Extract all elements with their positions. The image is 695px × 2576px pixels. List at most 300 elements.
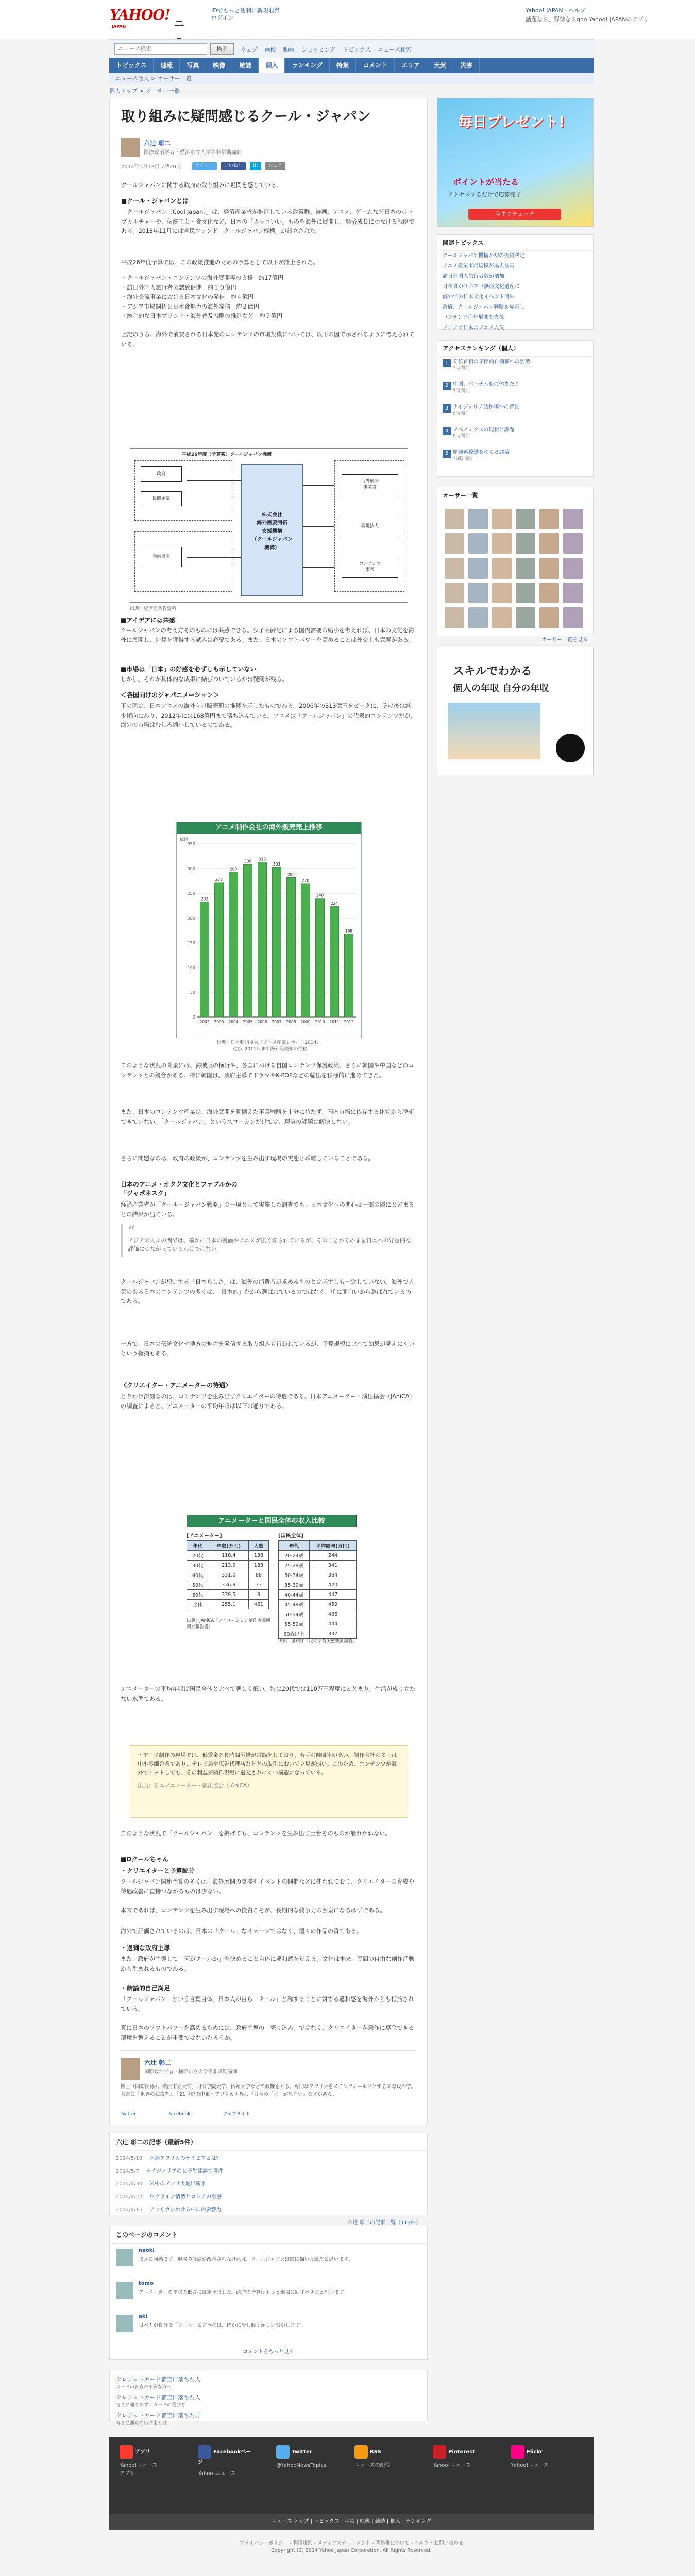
rank-number: 5 [443, 450, 451, 458]
search-scope-link[interactable]: 画像 [264, 46, 276, 53]
bar [200, 902, 209, 1017]
author-avatar[interactable] [516, 607, 535, 628]
table-cell: 20-24歳 [279, 1551, 310, 1561]
comment-item [116, 2280, 421, 2312]
highlight-text: ・アニメ制作の現場では、低賃金と長時間労働が常態化しており、若手の離職率が高い。制作会社の多くは中小零細企業であり、テレビ局や広告代理店などとの取引において立場が弱い。このため、コンテンツが海外でヒットしても、その利益が制作現場に還元されにくい構造になっている。 [138, 1752, 397, 1776]
table-row [187, 1551, 269, 1561]
nav-tab[interactable]: 個人 [259, 58, 285, 73]
nav-tab[interactable]: 災害 [453, 58, 480, 73]
comment-item [116, 2247, 421, 2279]
author-avatar[interactable] [563, 583, 583, 603]
ad2-logo-icon [556, 734, 585, 762]
help-link[interactable]: Yahoo! JAPAN - ヘルプ [526, 7, 586, 14]
service-name: ニ [174, 18, 184, 30]
related-article-item[interactable] [110, 2151, 427, 2164]
sponsored-link-sub: カードの審査が不安な方へ [116, 2385, 172, 2390]
diagram-arrow [187, 557, 241, 558]
main-nav [109, 58, 594, 73]
ranking-meta: 3時間前 [453, 366, 470, 371]
bar-value-label: 293 [229, 867, 238, 872]
commenter-avatar[interactable] [116, 2282, 133, 2299]
table-header-cell: 年代 [187, 1541, 209, 1551]
chart-caption [176, 1040, 362, 1053]
search-scope-link[interactable]: 動画 [283, 46, 295, 53]
footer-column-text: Yahoo!ニュース [198, 2471, 235, 2477]
bar-chart [176, 822, 362, 1038]
footer-social [109, 2437, 594, 2514]
ranking-meta: 10時間前 [453, 456, 473, 462]
author-avatar[interactable] [563, 607, 583, 628]
section-heading: ■アイデアには共感 [121, 617, 176, 624]
related-title: 六辻 彰二の記事（最新5件） [110, 2133, 427, 2151]
paragraph: また、日本のコンテンツ産業は、海外展開を見据えた事業戦略を十分に持たず、国内市場に依存する体質から脱却できていない。「クールジャパン」というスローガンだけでは、現実の課題は解決しない。 [121, 1109, 414, 1125]
table-cell: 337 [310, 1629, 357, 1639]
author-avatar[interactable] [468, 509, 488, 529]
table-cell: 138 [249, 1551, 269, 1561]
highlight-box [130, 1745, 408, 1818]
paragraph: クールジャパンが想定する「日本らしさ」は、海外の消費者が求めるものとは必ずしも一致していない。海外で人気のある日本のコンテンツの多くは、「日本的」だから選ばれているのではなく、単に面白いから選ばれているのである。 [121, 1279, 414, 1305]
hatena-button[interactable]: B! [250, 162, 261, 170]
author-avatar[interactable] [563, 558, 583, 579]
policy-diagram [130, 448, 408, 603]
footer-column[interactable] [433, 2445, 489, 2470]
paragraph: 上記のうち、海外で消費される日本発のコンテンツの市場規模については、以下の図で示されるように考えられている。 [121, 331, 415, 348]
sponsored-link-item[interactable] [110, 2374, 427, 2392]
author-avatar[interactable] [492, 533, 512, 554]
breadcrumb[interactable]: 個人トップ > オーサー一覧 [109, 88, 180, 94]
search-scope-link[interactable]: ショッピング [301, 46, 336, 53]
author-card [121, 2050, 416, 2123]
section-heading: ・クリエイターと予算配分 [121, 1867, 195, 1874]
comment-text: アニメーターの年収の低さには驚きました。政府の予算はもっと現場に回すべきだと思います。 [139, 2290, 349, 2295]
footer-column-title[interactable]: アプリ [135, 2449, 150, 2455]
header-right [526, 6, 649, 24]
diagram-box-content: コンテンツ 事業 [342, 557, 398, 578]
rank-number: 4 [443, 427, 451, 435]
author-avatar[interactable] [563, 533, 583, 554]
paragraph: クールジャパンに関する政府の取り組みに疑問を感じている。 [121, 182, 282, 189]
ranking-title[interactable]: 安倍首相の集団的自衛権への姿勢 [453, 359, 530, 365]
tweet-button[interactable]: ツイート [192, 162, 217, 170]
nav-tab[interactable]: 特集 [330, 58, 356, 73]
table-cell: 420 [310, 1580, 357, 1590]
section-heading: ■市場は「日本」の好感を必ずしも示していない [121, 666, 257, 673]
author-list-more[interactable]: オーサー一覧を見る [541, 637, 588, 643]
diagram-box-local: 現地法人 [342, 516, 398, 536]
ranking-title[interactable]: アベノミクスの現状と課題 [453, 427, 515, 433]
article-title: 取り組みに疑問感じるクール・ジャパン [121, 109, 371, 125]
author-card-avatar[interactable] [121, 2058, 140, 2080]
sponsored-link-sub: 審査に通りやすいカードの選び方 [116, 2403, 186, 2408]
bar-value-label: 270 [301, 878, 310, 883]
table-cell: 341 [310, 1561, 357, 1570]
footer-social-icon [198, 2445, 211, 2459]
sponsored-link-title[interactable]: クレジットカード審査に落ちた人 [116, 2394, 201, 2401]
ad-text: アクセスするだけで応募完了 [448, 191, 521, 198]
ad2-headline: スキルでわかる [453, 665, 532, 678]
author-avatar[interactable] [539, 509, 559, 529]
author-avatar[interactable] [539, 533, 559, 554]
author-avatar[interactable] [539, 558, 559, 579]
related-topics-title: 関連トピックス [437, 235, 593, 251]
login-link[interactable]: ログイン [211, 14, 234, 21]
footer-column-text: Yahoo!ニュース [433, 2463, 470, 2468]
related-article-date: 2014/4/22 [116, 2194, 143, 2200]
bar-value-label: 282 [287, 872, 295, 877]
footer-column-title[interactable]: Twitter [292, 2449, 312, 2455]
commenter-avatar[interactable] [116, 2249, 133, 2266]
nav-tab[interactable]: コメント [356, 58, 395, 73]
footer-column-text: Yahoo!ニュース アプリ [120, 2463, 157, 2477]
nav-tab[interactable]: 映像 [206, 58, 232, 73]
diagram-box-government: 政府 [141, 466, 182, 482]
table-label-right: [国民全体] [278, 1533, 304, 1539]
table-header-cell: 年収(万円) [209, 1541, 248, 1551]
table-cell: 88 [249, 1570, 269, 1580]
comments-more-link[interactable]: コメントをもっと見る [243, 2349, 294, 2355]
related-topic-link[interactable]: 訪日外国人旅行者数が増加 [443, 274, 504, 279]
footer-column[interactable] [120, 2445, 176, 2478]
yahoo-logo[interactable] [110, 7, 184, 30]
footer-links[interactable]: プライバシーポリシー - 利用規約 - メディアステートメント - 著作権について - ヘルプ・お問い合わせ [239, 2540, 464, 2546]
rank-number: 2 [443, 382, 451, 390]
author-avatar[interactable] [516, 558, 535, 579]
author-avatar[interactable] [563, 509, 583, 529]
ad-cta-button[interactable]: 今すぐチェック [468, 209, 561, 220]
bar-value-label: 224 [330, 901, 338, 906]
sponsored-link-title[interactable]: クレジットカード審査に落ちた人 [116, 2376, 201, 2383]
paragraph: クールジャパンの考え方そのものには共感できる。少子高齢化による国内需要の縮小を考えれば、日本の文化を海外に展開し、外貨を獲得する試みは必要である。また、日本のソフトパワーを高めることは外交上も意義がある。 [121, 627, 415, 643]
related-topic-link[interactable]: 海外での日本文化イベント開催 [443, 294, 515, 300]
table-row [279, 1629, 357, 1639]
table-header-cell: 平均給与(万円) [310, 1541, 357, 1551]
table-cell: 459 [310, 1600, 357, 1609]
ranking-title[interactable]: 原発再稼働をめぐる議論 [453, 450, 510, 455]
related-article-title[interactable]: ウクライナ情勢とロシアの思惑 [149, 2194, 222, 2200]
commenter-name[interactable]: aki [139, 2314, 147, 2319]
related-topic-link[interactable]: 日本食がユネスコ無形文化遺産に [443, 284, 520, 290]
y-tick-label: 150 [187, 941, 195, 945]
bar-value-label: 233 [200, 896, 209, 902]
diagram-title: 平成26年度（予算案）クールジャパン機構 [182, 452, 272, 457]
search-scope-links [241, 45, 419, 54]
table-row [279, 1619, 357, 1629]
paragraph: このような状況の背景には、海賊版の横行や、各国における自国コンテンツ保護政策、さらに韓国や中国などのコンテンツとの競合がある。特に韓国は、政府主導でドラマやK-POPなどの輸出を積極的に進めてきた。 [121, 1062, 414, 1079]
commenter-avatar[interactable] [116, 2315, 133, 2332]
x-tick-label: 2012 [344, 1020, 354, 1024]
author-avatar[interactable] [445, 509, 464, 529]
paragraph: クールジャパン関連予算の多くは、海外展開の支援やイベントの開催などに使われており、クリエイターの育成や待遇改善に直接つながるものは少ない。 [121, 1878, 414, 1895]
section-heading: 〈クリエイター・アニメーターの待遇〉 [121, 1382, 232, 1389]
footer-social-icon [433, 2445, 446, 2459]
author-avatar[interactable] [445, 558, 464, 579]
diagram-arrow [187, 480, 241, 481]
diagram-arrow [303, 485, 334, 486]
search-scope-link[interactable]: ニュース検索 [378, 46, 412, 53]
comment-item [116, 2313, 421, 2345]
comment-text: 日本人が自分で「クール」と言うのは、確かに少し恥ずかしい気がします。 [139, 2323, 305, 2328]
table-cell: 447 [310, 1590, 357, 1600]
highlight-source: 出典：日本アニメーター・演出協会（JAniCA） [138, 1783, 252, 1789]
related-article-title[interactable]: ナイジェリアの女子生徒誘拐事件 [146, 2168, 224, 2174]
ranking-list [437, 357, 593, 470]
x-tick-label: 2004 [228, 1020, 239, 1024]
share-buttons [192, 161, 287, 170]
y-tick-label: 200 [187, 916, 195, 921]
access-ranking [437, 340, 594, 477]
related-article-item[interactable] [110, 2202, 427, 2215]
author-avatar[interactable] [468, 533, 488, 554]
related-article-title[interactable]: アフリカにおける中国の影響力 [149, 2207, 222, 2213]
related-more-link[interactable]: 六辻 彰二の記事一覧（113件） [347, 2220, 421, 2226]
footer-nav[interactable]: ニュース トップ | トピックス | 写真 | 映像 | 雑誌 | 個人 | ランキング [109, 2514, 594, 2530]
footer-column[interactable] [511, 2445, 568, 2470]
table-cell: 183 [249, 1561, 269, 1570]
author-avatar[interactable] [468, 583, 488, 603]
search-bar [109, 39, 594, 58]
footer-column-title[interactable]: Flickr [527, 2449, 543, 2455]
author-avatar[interactable] [468, 607, 488, 628]
footer-column-title[interactable]: RSS [370, 2449, 381, 2455]
related-article-title[interactable]: 米中のアフリカ進出競争 [149, 2181, 206, 2187]
related-topics [437, 234, 594, 330]
signup-link[interactable]: IDでもっと便利に新規取得 [211, 7, 280, 14]
footer-column[interactable] [354, 2445, 411, 2470]
author-box [121, 138, 420, 159]
footer-social-icon [354, 2445, 368, 2459]
footer-column[interactable] [198, 2445, 255, 2478]
related-topic-link[interactable]: アジアで日本のアニメ人気 [443, 325, 504, 331]
table-row [187, 1561, 269, 1570]
like-button[interactable]: いいね！ [221, 162, 246, 170]
ad-headline: 毎日プレゼント! [458, 113, 565, 130]
diagram-arrow [303, 526, 334, 527]
nav-tab[interactable]: 写真 [180, 58, 206, 73]
sponsored-link-item[interactable] [110, 2410, 427, 2428]
table-cell: 110.4 [209, 1551, 248, 1561]
paragraph: このような状況で「クールジャパン」を掲げても、コンテンツを生み出す土台そのものが崩れかねない。 [121, 1830, 391, 1837]
ranking-item[interactable] [437, 425, 593, 447]
bar-value-label: 168 [345, 928, 353, 934]
table-row [279, 1580, 357, 1590]
sponsored-links [109, 2370, 428, 2426]
related-article-date: 2014/5/10 [116, 2156, 143, 2161]
rank-number: 3 [443, 404, 451, 413]
table-cell: 40-44歳 [279, 1590, 310, 1600]
table-row [279, 1551, 357, 1561]
bar [344, 934, 353, 1017]
nav-tab[interactable]: 天気 [427, 58, 453, 73]
table-cell: 55-59歳 [279, 1619, 310, 1629]
ranking-item[interactable] [437, 447, 593, 470]
article-date: 2014年5月12日 7時20分 [121, 164, 181, 170]
author-avatar[interactable] [516, 509, 535, 529]
ranking-item[interactable] [437, 379, 593, 402]
table-row [187, 1570, 269, 1580]
chart-note: （注）2011年まで海外販売額の推移 [230, 1047, 308, 1052]
related-topic-link[interactable]: コンテンツ海外展開を支援 [443, 315, 504, 320]
paragraph: アニメーターの平均年収は国民全体と比べて著しく低い。特に20代では110万円程度にとどまり、生活が成り立たない水準である。 [121, 1686, 416, 1702]
author-avatar[interactable] [492, 509, 512, 529]
commenter-name[interactable]: tomo [139, 2281, 154, 2286]
list-item: ・訪日外国人旅行者の誘致促進 約１０億円 [121, 284, 236, 291]
footer-column-text: ニュースの配信 [354, 2463, 391, 2468]
footer-column[interactable] [276, 2445, 333, 2470]
table-cell: 50-54歳 [279, 1609, 310, 1619]
paragraph: 経済産業省が「クール・ジャパン戦略」の一環として実施した調査でも、日本文化への関心は一部の層にとどまるとの結果が出ている。 [121, 1201, 415, 1218]
author-twitter-link[interactable]: Twitter [121, 2112, 137, 2117]
commenter-name[interactable]: naoki [139, 2248, 155, 2253]
author-avatar[interactable] [516, 583, 535, 603]
footer-column-text: Yahoo!ニュース [511, 2463, 549, 2468]
author-avatar[interactable] [445, 607, 464, 628]
table-row [279, 1600, 357, 1609]
related-article-item[interactable] [110, 2190, 427, 2202]
related-topic-link[interactable]: アニメ産業市場規模が過去最高 [443, 263, 515, 269]
section-heading: 日本のアニメ・オタク文化とファブルかの 「ジャポネスク」 [121, 1181, 238, 1197]
author-avatar[interactable] [539, 583, 559, 603]
author-avatar[interactable] [492, 558, 512, 579]
table-header-cell: 年代 [279, 1541, 310, 1551]
search-scope-link[interactable]: トピックス [343, 46, 371, 53]
table-cell: 全体 [187, 1600, 209, 1609]
footer-column-title[interactable]: Pinterest [448, 2449, 475, 2455]
table-row [279, 1609, 357, 1619]
bar-value-label: 272 [215, 877, 223, 882]
y-tick-label: 250 [187, 891, 195, 896]
nav-tab[interactable]: トピックス [109, 58, 154, 73]
bar [286, 877, 295, 1017]
diagram-box-private: 民間企業 [141, 491, 182, 506]
diagram-box-bank: 金融機関 [141, 547, 182, 567]
table-row [187, 1580, 269, 1590]
paragraph: 下の図は、日本アニメの海外向け販売額の推移を示したものである。2006年の313億円をピークに、その後は減少傾向にあり、2012年には168億円まで落ち込んでいる。アニメは「クールジャパン」の代表的コンテンツだが、海外の市場はむしろ縮小しているのである。 [121, 703, 416, 729]
x-tick-label: 2005 [243, 1020, 253, 1024]
nav-tab[interactable]: エリア [395, 58, 427, 73]
table-cell: 60歳以上 [279, 1629, 310, 1639]
budget-list [121, 274, 417, 321]
paragraph: さらに問題なのは、政府の政策が、コンテンツを生み出す現場の実態と乖離していることである。 [121, 1155, 374, 1162]
nav-tab[interactable]: ランキング [285, 58, 330, 73]
author-avatar[interactable] [445, 533, 464, 554]
ranking-item[interactable] [437, 402, 593, 425]
table-cell: 35-39歳 [279, 1580, 310, 1590]
paragraph: とりわけ深刻なのは、コンテンツを生み出すクリエイターの待遇である。日本アニメーター・演出協会（JAniCA）の調査によると、アニメーターの平均年収は以下の通りである。 [121, 1393, 415, 1410]
search-button[interactable]: 検索 [210, 43, 234, 55]
ranking-title[interactable]: 中国、ベトナム船に体当たり [453, 382, 520, 387]
sub-nav: ニュース個人 > オーサー一覧 [109, 73, 594, 84]
x-tick-label: 2002 [199, 1020, 210, 1024]
y-tick-label: 350 [187, 842, 195, 846]
logo-text: YAHOO! [110, 7, 170, 23]
y-tick-label: 300 [187, 867, 195, 871]
sponsored-link-title[interactable]: クレジットカード審査に落ちた方 [116, 2412, 201, 2419]
sidebar-ad-2[interactable] [437, 647, 594, 775]
paragraph: 「クールジャパン（Cool Japan）」は、経済産業省が推進している政策群。漫画、アニメ、ゲームなど日本のポップカルチャーや、伝統工芸・食文化など、日本の「カッコいい」ものを海外に展開し、経済成長につなげる戦略である。2013年11月には官民ファンド「クールジャパン機構」が設立された。 [121, 209, 415, 235]
related-article-item[interactable] [110, 2164, 427, 2177]
table-source-right: 出典：国税庁『民間給与実態統計調査』 [278, 1639, 358, 1644]
ranking-title[interactable]: ナイジェリア誘拐事件の背景 [453, 404, 520, 410]
author-avatar[interactable] [492, 583, 512, 603]
comment-text: まさに同感です。現場の待遇が改善されなければ、クールジャパンは絵に描いた餅だと思います。 [139, 2257, 353, 2262]
x-tick-label: 2003 [214, 1020, 224, 1024]
related-topic-link[interactable]: クールジャパン機構が初の投資決定 [443, 253, 525, 259]
author-avatar[interactable] [539, 607, 559, 628]
nav-tab[interactable]: 速報 [154, 58, 180, 73]
footer-column-title[interactable]: Facebookページ [198, 2449, 251, 2465]
bar-value-label: 303 [273, 862, 281, 867]
table-cell: 60代 [187, 1590, 209, 1600]
table-cell: 384 [310, 1570, 357, 1580]
table-cell: 461 [249, 1600, 269, 1609]
search-scope-link[interactable]: ウェブ [241, 46, 258, 53]
table-label-left: [アニメーター] [187, 1533, 222, 1539]
author-avatar[interactable] [492, 607, 512, 628]
footer-column-text: @YahooNewsTopics [276, 2463, 326, 2468]
ranking-meta: 6時間前 [453, 411, 470, 416]
login-area [211, 7, 280, 22]
author-avatar[interactable] [516, 533, 535, 554]
sidebar-ad[interactable] [437, 98, 594, 227]
footer-social-icon [511, 2445, 524, 2459]
author-card-links [121, 2110, 281, 2117]
related-article-date: 2014/4/15 [116, 2207, 143, 2213]
blockquote [121, 1224, 416, 1257]
x-tick-label: 2008 [286, 1020, 296, 1024]
nav-tab[interactable]: 雑誌 [232, 58, 259, 73]
ranking-meta: 8時間前 [453, 434, 470, 439]
author-website-link[interactable]: ウェブサイト [223, 2112, 250, 2117]
y-tick-label: 100 [187, 965, 195, 970]
rank-number: 1 [443, 359, 451, 367]
logo-sub: JAPAN [112, 24, 126, 29]
section-heading: ■Dクールちゃん [121, 1856, 169, 1863]
section-heading: ・過剰な政府主導 [121, 1944, 171, 1952]
table-row [279, 1561, 357, 1570]
comments-title: このページのコメント [110, 2226, 427, 2244]
table-header-row [187, 1541, 269, 1551]
table-cell: 20代 [187, 1551, 209, 1561]
quote-mark-icon: “ [128, 1223, 135, 1240]
table-row [187, 1590, 269, 1600]
author-facebook-link[interactable]: Facebook [168, 2112, 191, 2117]
footer-bottom [109, 2540, 594, 2571]
list-item: ・海外交流事業における日本文化の発信 約４億円 [121, 294, 254, 301]
table-cell: 40代 [187, 1570, 209, 1580]
related-article-item[interactable] [110, 2177, 427, 2190]
author-avatar[interactable] [445, 583, 464, 603]
author-avatar[interactable] [468, 558, 488, 579]
author-name[interactable]: 六辻 彰二 [144, 140, 171, 147]
related-article-title[interactable]: 南部アフリカのナミビアとは？ [149, 2156, 222, 2161]
sponsored-link-item[interactable] [110, 2392, 427, 2410]
table-title: アニメーターと国民全体の収入比較 [187, 1515, 357, 1527]
ranking-title: アクセスランキング（個人） [437, 341, 593, 357]
ranking-item[interactable] [437, 357, 593, 379]
ad2-image [448, 703, 540, 759]
author-avatar[interactable] [121, 138, 140, 157]
related-article-date: 2014/5/7 [116, 2168, 139, 2174]
author-list-title: オーサー一覧 [437, 487, 593, 503]
search-input[interactable] [114, 43, 207, 55]
share-button[interactable]: シェア [265, 162, 285, 170]
bar [315, 899, 324, 1017]
header-promo[interactable]: 話題なら、野球ならgoo Yahoo! JAPANのアプリ [526, 16, 649, 23]
author-card-name[interactable]: 六辻 彰二 [144, 2059, 172, 2066]
related-topic-link[interactable]: 政府、クールジャパン戦略を見直し [443, 304, 525, 310]
bar [229, 872, 238, 1017]
diagram-arrow [303, 567, 334, 568]
